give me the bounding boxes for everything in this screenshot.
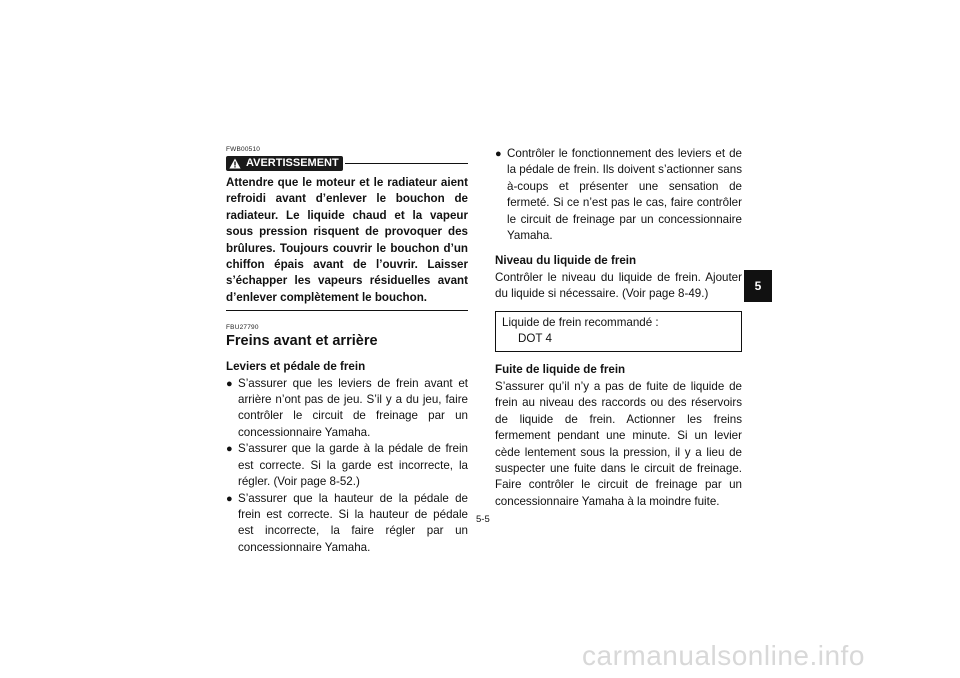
page-number: 5-5	[476, 514, 490, 525]
warning-header	[226, 156, 468, 171]
warning-label	[226, 156, 343, 171]
warning-code: FWB00510	[226, 146, 261, 153]
bullet-icon: ●	[495, 148, 502, 160]
warning-end-rule	[226, 310, 468, 311]
chapter-tab: 5	[744, 270, 772, 302]
fluid-level-heading: Niveau du liquide de frein	[495, 254, 637, 268]
bullet-icon: ●	[226, 443, 233, 456]
spec-box	[495, 311, 742, 353]
warning-label-text: AVERTISSEMENT	[246, 157, 339, 170]
levers-heading: Leviers et pédale de frein	[226, 360, 366, 374]
bullet-text: Contrôler le fonctionnement des leviers et de la pédale de frein. Ils doivent s’actionner sans à-coups et présenter une sensation de fermeté. Si ce n’est pas le cas, faire contrôler le circuit de freinage par un concessionnaire Yamaha.	[507, 147, 742, 243]
section-code: FBU27790	[226, 324, 259, 332]
list-item	[226, 441, 468, 490]
list-item	[495, 146, 742, 244]
bullet-text: S’assurer que les leviers de frein avant et arrière n’ont pas de jeu. S’il y a du jeu, faire contrôler le circuit de freinage par un concessionnaire Yamaha.	[238, 376, 468, 439]
section-title: Freins avant et arrière	[226, 333, 378, 350]
warning-triangle-icon	[229, 158, 241, 169]
list-item	[226, 491, 468, 557]
warning-text: Attendre que le moteur et le radiateur aient refroidi avant d’enlever le bouchon de radiateur. Le liquide chaud et la vapeur sous pression risquent de provoquer des brûlures. Toujours couvrir le bouchon d’un chiffon épais avant de l’ouvrir. Laisser s’échapper les vapeurs résiduelles avant d’enlever complètement le bouchon.	[226, 176, 468, 304]
bullet-text: S’assurer que la hauteur de la pédale de frein est correcte. Si la hauteur de pédale est incorrecte, la faire régler par un concessionnaire Yamaha.	[238, 491, 468, 554]
leak-text: S’assurer qu’il n’y a pas de fuite de liquide de frein au niveau des raccords ou des réservoirs de liquide de frein. Actionner les freins fermement pendant une minute. Si un levier cède lentement sous la pression, il y a lieu de suspecter une fuite dans le circuit de freinage. Faire contrôler le circuit de freinage par un concessionnaire Yamaha à la moindre fuite.	[495, 379, 742, 508]
spec-label: Liquide de frein recommandé :	[502, 315, 659, 329]
watermark: carmanualsonline.info	[582, 640, 865, 671]
bullet-icon: ●	[226, 492, 233, 505]
warning-rule	[345, 163, 468, 164]
right-column	[495, 146, 742, 510]
spec-value: DOT 4	[518, 332, 552, 346]
left-column	[226, 146, 468, 556]
fluid-level-text: Contrôler le niveau du liquide de frein. Ajouter du liquide si nécessaire. (Voir page 8-49.)	[495, 270, 742, 301]
bullet-text: S’assurer que la garde à la pédale de frein est correcte. Si la garde est incorrecte, la régler. (Voir page 8-52.)	[238, 442, 468, 489]
list-item	[226, 376, 468, 442]
bullet-icon: ●	[226, 377, 233, 390]
leak-heading: Fuite de liquide de frein	[495, 363, 626, 377]
